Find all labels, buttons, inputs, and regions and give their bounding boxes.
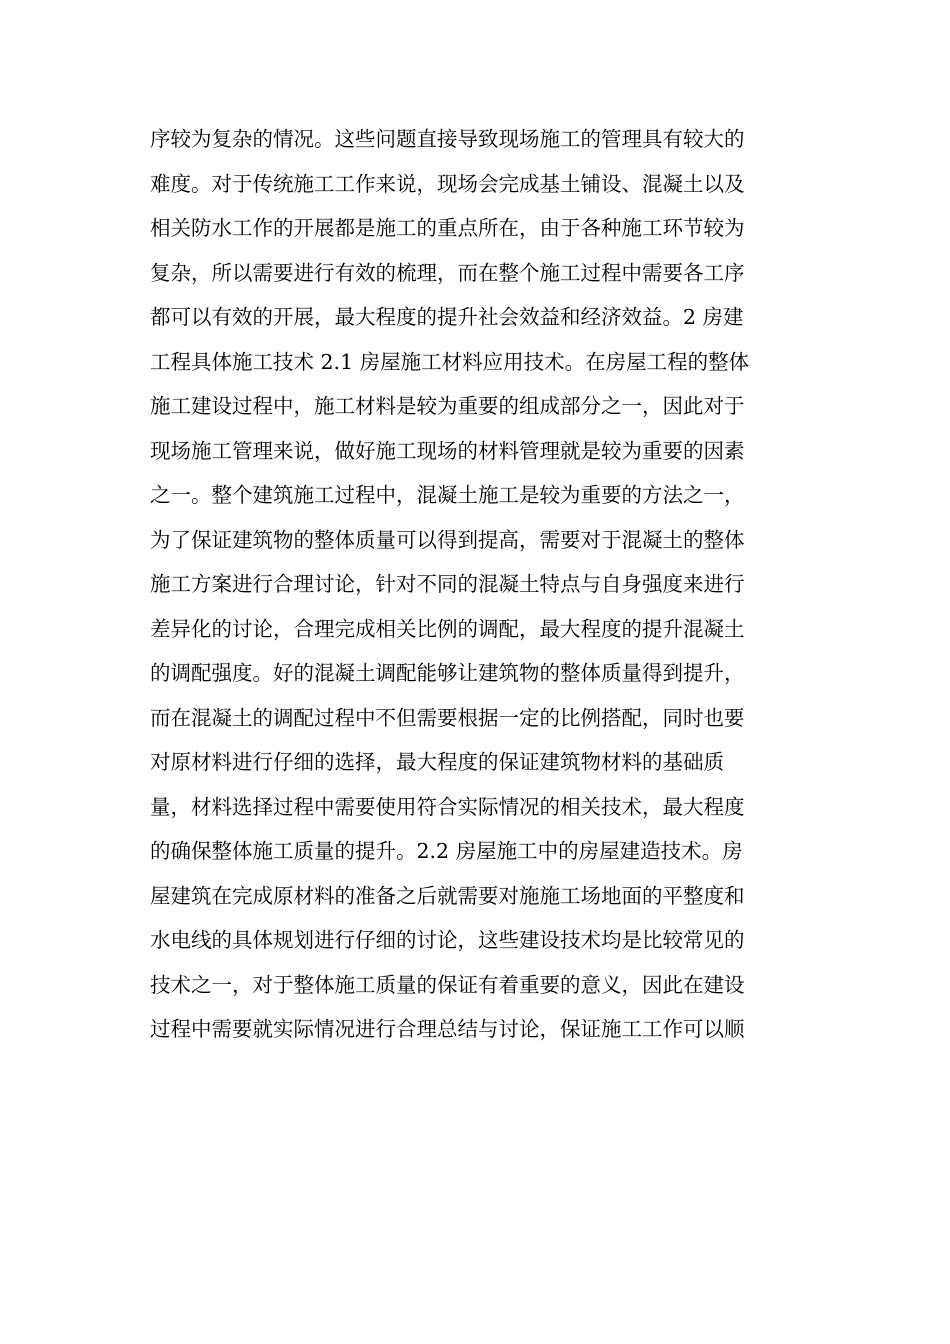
text-line: 为了保证建筑物的整体质量可以得到提高，需要对于混凝土的整体 (150, 527, 745, 552)
text-line: 的确保整体施工质量的提升。2.2 房屋施工中的房屋建造技术。房 (150, 839, 743, 863)
text-line: 差异化的讨论，合理完成相关比例的调配，最大程度的提升混凝土 (150, 616, 745, 641)
text-line: 之一。整个建筑施工过程中，混凝土施工是较为重要的方法之一， (150, 483, 745, 507)
text-line: 对原材料进行仔细的选择，最大程度的保证建筑物材料的基础质 (150, 750, 724, 774)
text-line: 现场施工管理来说，做好施工现场的材料管理就是较为重要的因素 (150, 438, 745, 463)
text-line: 屋建筑在完成原材料的准备之后就需要对施施工场地面的平整度和 (150, 883, 745, 908)
text-line: 施工建设过程中，施工材料是较为重要的组成部分之一，因此对于 (150, 394, 745, 418)
text-line: 工程具体施工技术 2.1 房屋施工材料应用技术。在房屋工程的整体 (150, 349, 750, 374)
body-text (150, 117, 810, 1052)
text-line: 的调配强度。好的混凝土调配能够让建筑物的整体质量得到提升， (150, 661, 745, 685)
text-line: 相关防水工作的开展都是施工的重点所在，由于各种施工环节较为 (150, 216, 745, 240)
text-line: 而在混凝土的调配过程中不但需要根据一定的比例搭配，同时也要 (150, 705, 745, 730)
text-line: 过程中需要就实际情况进行合理总结与讨论，保证施工工作可以顺 (150, 1017, 745, 1041)
text-line: 难度。对于传统施工工作来说，现场会完成基土铺设、混凝土以及 (150, 171, 745, 196)
text-line: 复杂，所以需要进行有效的梳理，而在整个施工过程中需要各工序 (150, 260, 745, 285)
text-line: 技术之一，对于整体施工质量的保证有着重要的意义，因此在建设 (150, 972, 745, 997)
text-line: 都可以有效的开展，最大程度的提升社会效益和经济效益。2 房建 (150, 305, 744, 329)
text-line: 量，材料选择过程中需要使用符合实际情况的相关技术，最大程度 (150, 794, 745, 819)
text-line: 序较为复杂的情况。这些问题直接导致现场施工的管理具有较大的 (150, 127, 745, 151)
text-line: 施工方案进行合理讨论，针对不同的混凝土特点与自身强度来进行 (150, 572, 745, 596)
text-line: 水电线的具体规划进行仔细的讨论，这些建设技术均是比较常见的 (150, 928, 745, 952)
